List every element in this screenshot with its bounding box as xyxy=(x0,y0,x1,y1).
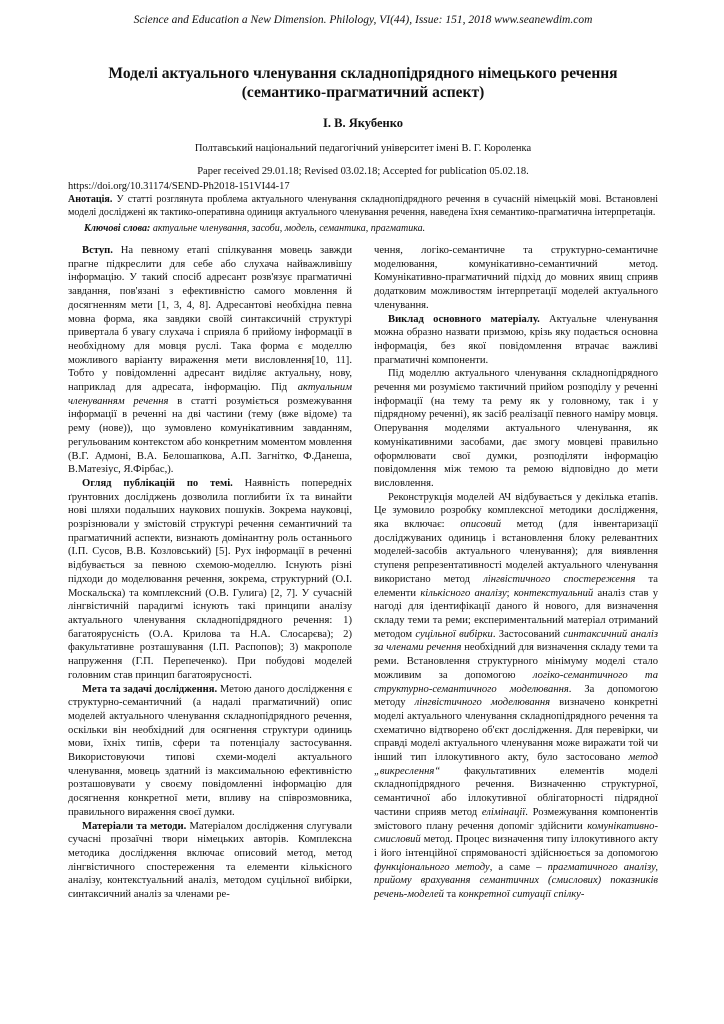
keywords-label: Ключові слова: xyxy=(84,223,151,234)
body-columns xyxy=(68,244,658,902)
right-column xyxy=(374,244,658,902)
recon-text: та елементи xyxy=(374,573,658,599)
reconstruction-paragraph xyxy=(374,491,658,902)
review-paragraph xyxy=(68,477,352,683)
materials-text: Матеріалом дослідження слугували сучасні прозаїчні твори німецьких авторів. Комплексна методика дослідження включає описовий метод, метод лінгвістичного спостереження та елементи кількісного аналізу, контекстуальний аналіз, методом суцільної вибірки, синтаксичний аналіз за членами ре- xyxy=(68,820,352,901)
affiliation: Полтавський національний педагогічний університет імені В. Г. Короленка xyxy=(194,143,532,154)
review-text: Наявність попередніх ґрунтовних досліджень дозволила поглибити їх та винайти нові шляхи подальших наукових пошуків. Зокрема науковці, розрізнювали у змістовій структурі речення семантичний та прагматичний аспекти, визнають домінантну роль останнього (І.П. Сусов, В.В. Козловський) [5]. Рух інформації в реченні відбувається за певною схемою-моделлю. Існують різні підходи до моделювання речення, зокрема, структурний (О.І. Москальска) та комплексний (О.В. Гулига) [2, 7]. У сучасній лінгвістичній парадигмі існують такі принципи аналізу актуального членування складнопідрядного речення: 1) багатоярусність (О.А. Крилова та Н.А. Слосарєва); 2) факультативне розташування (І.П. Распопов); 3) макрополе напруження (Г.П. Перепеченко). При побудові моделей головним став принцип багатоярусності. xyxy=(68,477,352,681)
author: І. В. Якубенко xyxy=(323,116,403,130)
intro-term: актуальним членуванням речення xyxy=(68,382,352,407)
recon-text: . За допомогою методу xyxy=(374,683,658,709)
recon-term: лінгвістичного спостереження xyxy=(483,573,636,585)
article-title xyxy=(68,64,658,102)
recon-term: лінгвістичного моделювання xyxy=(414,697,551,709)
title-line-1: Моделі актуального членування складнопідрядного німецького речення xyxy=(108,65,618,82)
intro-text-1: На певному етапі спілкування мовець завжди прагне підкреслити для себе або слухача найважливішу інформацію. У такий спосіб адресант розв'язує прагматичні завдання, пов'язані з ефективністю самого мовлення й досягненням мети [1, 3, 4, 8]. Адресантові необхідна певна мовна форма, яка завдяки своїй синтаксичній структурі привертала б увагу слухача і сприяла б прийому інформації в необхідному для мовця руслі. Така форма є моделлю можливого варіанту вираження мети висловлення[10, 11]. Тобто у повідомленні адресант виділяє актуальну, нову, наприклад для адресата, інформацію. Під xyxy=(68,245,352,394)
intro-paragraph xyxy=(68,244,352,477)
recon-term: прагматичного аналізу, прийому врахування семантичних (смислових) показників речень-моделей xyxy=(374,861,659,901)
recon-term: синтаксичний аналіз за членами речення xyxy=(374,628,658,654)
main-text: Актуальне членування можна образно назвати призмою, крізь яку подається основна інформація, без якої повідомлення втрачає важливі прагматичні компоненти. xyxy=(374,313,658,366)
left-column xyxy=(68,244,352,902)
recon-text: . Розмежування компонентів змістового плану речення допоміг здійснити xyxy=(374,806,658,832)
page xyxy=(68,14,658,902)
recon-text: метод (для інвентаризації досліджуваних одиниць і встановлення блоку релевантних моделей-засобів актуального членування); для виявлення ступеня репрезентативності моделей актуального членування використано метод xyxy=(374,519,659,585)
intro-text-2: в статті розуміється розмежування інформації в реченні на дві частини (тему (вже відоме) та рему (нове)), що зумовлено комунікативним завданням, регульованим контекстом або конкретним моментом мовлення (В.Г. Адмоні, В.А. Белошапкова, А.П. Загнітко, Ф.Данеша, В.Матезіус, Я.Фірбас,). xyxy=(68,395,352,476)
model-paragraph: Під моделлю актуального членування складнопідрядного речення ми розуміємо тактичний прийом розподілу у реченні інформації (на тему та рему як у головному, так і у підрядному реченні), як засіб реалізації певного наміру мовця. Оперування моделями актуального членування, як комунікативними засобами, дає змогу мовцеві правильно оформлювати свої думки, розподіляти інформацію повідомлення між темою та ремою відповідно до мети висловлення. xyxy=(374,368,658,489)
review-label: Огляд публікацій по темі. xyxy=(82,477,233,489)
recon-text: аналіз став у нагоді для ідентифікації даного й нового, для визначення складу теми та реми; експериментальний матеріал отриманий методом xyxy=(374,587,658,640)
keywords-text: актуальне членування, засоби, модель, семантика, прагматика. xyxy=(150,223,426,234)
recon-text: та xyxy=(443,889,459,901)
recon-text: . Застосований xyxy=(492,628,564,640)
recon-text: необхідний для визначення складу теми та реми. Встановлення структурного мінімуму моделі стало можливим за допомогою xyxy=(374,642,658,681)
recon-text: ; xyxy=(506,587,514,599)
materials-label: Матеріали та методи. xyxy=(82,820,187,832)
recon-term: логіко-семантичного та структурно-семантичного моделювання xyxy=(374,669,658,695)
recon-text: Реконструкція моделей АЧ відбувається у декілька етапів. Це зумовило розробку комплексної методики дослідження, яка включає: xyxy=(374,491,658,531)
doi-link[interactable]: https://doi.org/10.31174/SEND-Ph2018-151VI44-17 xyxy=(68,181,290,192)
recon-text: метод. Процес визначення типу іллокутивного акту і його інтенційної спрямованості здійснюється за допомогою xyxy=(374,834,658,859)
main-label: Виклад основного матеріалу. xyxy=(388,313,540,325)
recon-text: , а саме – xyxy=(489,861,548,873)
keywords xyxy=(68,223,658,234)
recon-term: функціонального методу xyxy=(374,861,490,873)
recon-term: елімінації xyxy=(481,806,526,818)
intro-label: Вступ. xyxy=(82,245,113,256)
title-line-2: (семантико-прагматичний аспект) xyxy=(241,84,485,101)
abstract xyxy=(68,194,658,219)
paper-dates: Paper received 29.01.18; Revised 03.02.18; Accepted for publication 05.02.18. xyxy=(197,166,529,177)
recon-term: комунікативно-смисловий xyxy=(374,820,658,846)
recon-term: контекстуальний xyxy=(513,587,594,599)
abstract-label: Анотація. xyxy=(68,194,113,205)
recon-term: метод „викреслення“ xyxy=(374,752,658,777)
recon-term: кількісного аналізу xyxy=(420,587,507,599)
abstract-text: У статті розглянута проблема актуального членування складнопідрядного речення в сучасній німецькій мові. Встановлені моделі досліджені як тактико-оперативна одиниця актуального членування речення, наведена їхня семантико-прагматична інтерпретація. xyxy=(68,194,658,218)
recon-text: визначено конкретні моделі актуального членування складнопідрядного речення та схематично відтворено об'єкт дослідження. Для перевірки, чи справді моделі актуального членування може виражати той чи інший тип іллокутивного акту, було застосовано xyxy=(374,697,658,764)
materials-paragraph xyxy=(68,820,352,902)
continued-paragraph: чення, логіко-семантичне та структурно-семантичне моделювання, комунікативно-семантичний метод. Комунікативно-прагматичний підхід до мовних явищ сприяв додатковим можливостям інтерпретації моделей актуального членування. xyxy=(374,245,658,311)
aim-text: Метою даного дослідження є структурно-семантичний (а надалі прагматичний) опис моделей актуального членування складнопідрядного речення, оскільки він необхідний для осягнення структури одиниць мови, їхніх типів, сфери та потенціалу застосування. Використовуючи типові схеми-моделі актуального членування, мовець здатний із максимальною ефективністю розташовувати у своєму повідомленні інформацію для досягнення конкретної мети, впливу на співрозмовника, правильного вираження своєї думки. xyxy=(68,683,352,818)
aim-paragraph xyxy=(68,683,352,820)
running-header: Science and Education a New Dimension. Philology, VI(44), Issue: 151, 2018 www.seanewdim.com xyxy=(133,14,593,26)
aim-label: Мета та задачі дослідження. xyxy=(82,683,218,695)
recon-term: конкретної ситуації спілку- xyxy=(458,889,585,901)
recon-term: суцільної вибірки xyxy=(415,628,493,640)
recon-text: факультативних елементів моделі складнопідрядного речення. Визначенню структурної, семантичної або іллокутивної облігаторності підрядної частини сприяв метод xyxy=(374,765,658,818)
recon-term: описовий xyxy=(460,519,502,531)
main-paragraph xyxy=(374,313,658,368)
